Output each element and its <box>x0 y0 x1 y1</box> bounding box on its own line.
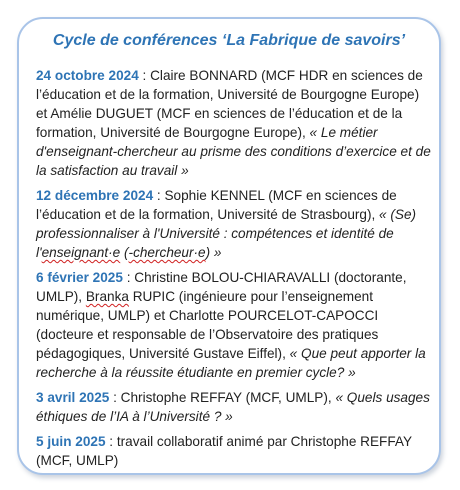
entry-date: 3 avril 2025 <box>36 390 110 405</box>
conference-cycle-card <box>17 17 441 475</box>
talk-title-end: ) » <box>205 245 222 260</box>
entry-talk-title: « Le métier d'enseignant-chercheur au prisme des conditions d’exercice et de la satisfaction au travail » <box>36 125 431 178</box>
entry-speakers: Sophie KENNEL (MCF en sciences de l’éducation et de la formation, Université de Strasbourg), <box>36 188 397 222</box>
entry-speakers: Christine BOLOU-CHIARAVALLI (doctorante, UMLP), <box>36 270 407 304</box>
spellcheck-marked-word: -chercheur·e <box>128 245 206 260</box>
conference-entry-dec-2024 <box>36 186 434 262</box>
entry-description: travail collaboratif animé par Christophe REFFAY (MCF, UMLP) <box>36 434 412 468</box>
entry-date: 24 octobre 2024 <box>36 68 139 83</box>
talk-title-start: « (Se) professionnaliser à l'Université : compétences et identité de l' <box>36 207 417 260</box>
entry-speakers-continued: RUPIC (ingénieure pour l’enseignement numérique, UMLP) et Charlotte POURCELOT-CAPOCCI (docteure et responsable de l’Observatoire des pratiques pédagogiques, Université Gustave Eiffel), <box>36 289 379 361</box>
entry-separator: : <box>109 390 121 405</box>
entry-separator: : <box>122 270 135 285</box>
entry-date: 12 décembre 2024 <box>36 188 154 203</box>
entry-separator: : <box>138 68 151 83</box>
entry-talk-title: « Quels usages éthiques de l’IA à l’Université ? » <box>36 390 430 424</box>
card-title: Cycle de conférences ‘La Fabrique de savoirs’ <box>52 32 406 49</box>
entry-speakers: Claire BONNARD (MCF HDR en sciences de l’éducation et de la formation, Université de Bourgogne Europe) et Amélie DUGUET (MCF en sciences de l’éducation et de la formation, Université de Bourgogne Europe), <box>36 68 423 140</box>
entry-separator: : <box>153 188 165 203</box>
conference-entry-jun-2025 <box>36 432 434 470</box>
entry-date: 6 février 2025 <box>36 270 123 285</box>
conference-entry-oct-2024 <box>36 66 434 180</box>
conference-entry-feb-2025 <box>36 268 434 382</box>
talk-title-middle: ( <box>120 245 129 260</box>
entry-talk-title: « Que peut apporter la recherche à la réussite étudiante en premier cycle? » <box>36 346 426 380</box>
conference-entry-apr-2025 <box>36 388 434 426</box>
spellcheck-marked-word: Branka <box>85 289 129 304</box>
entry-date: 5 juin 2025 <box>36 434 106 449</box>
entry-speakers: Christophe REFFAY (MCF, UMLP), <box>120 390 336 405</box>
spellcheck-marked-word: enseignant·e <box>41 245 121 260</box>
entry-separator: : <box>105 434 117 449</box>
conference-list <box>36 66 434 476</box>
